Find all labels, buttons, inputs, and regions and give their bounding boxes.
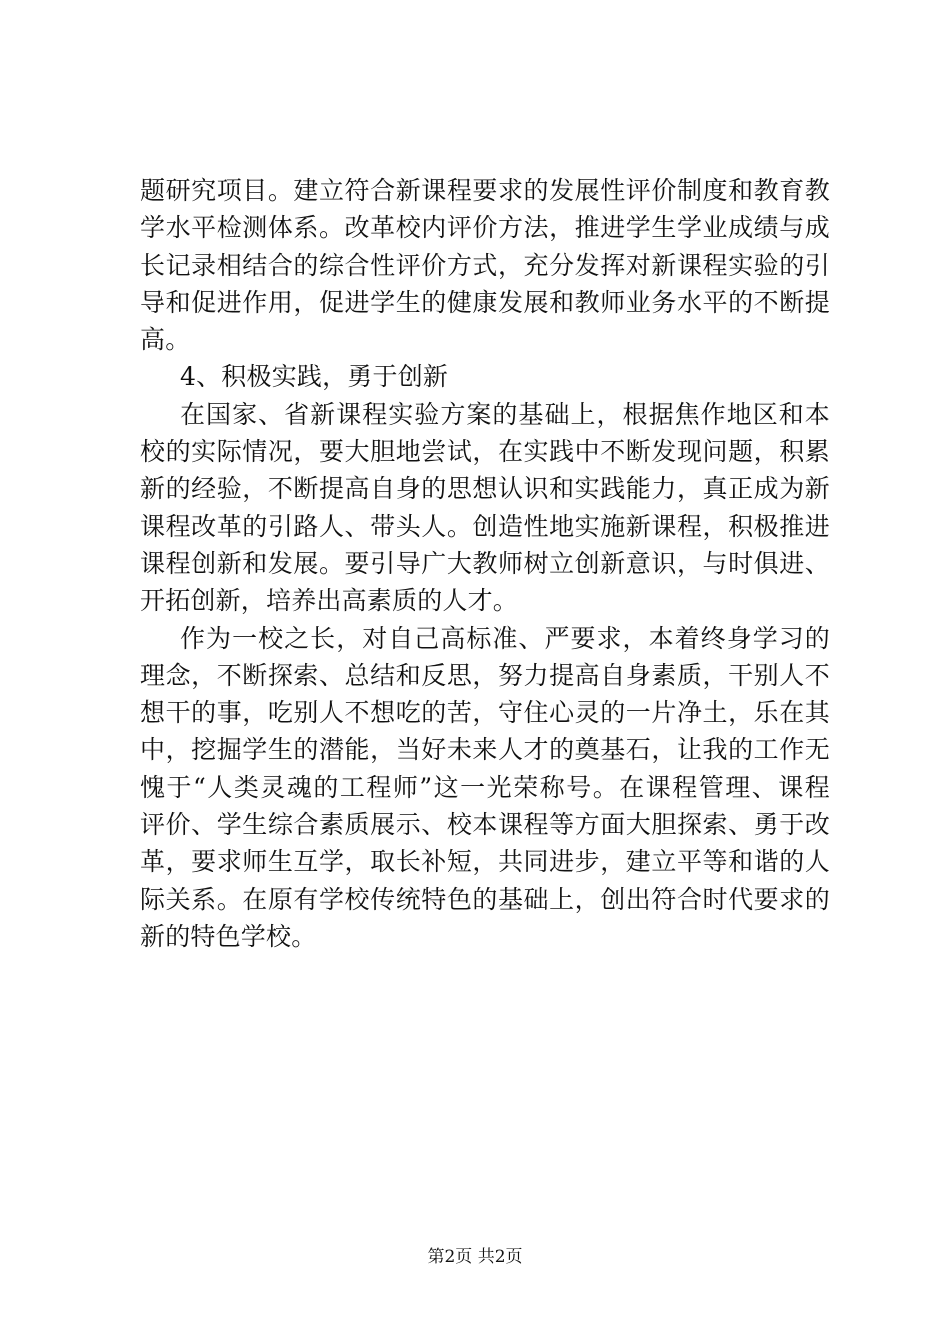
- text-line: 作为一校之长，对自己高标准、严要求，本着终身学习的: [180, 623, 830, 653]
- text-line: 理念，不断探索、总结和反思，努力提高自身素质，干别人不: [140, 660, 830, 690]
- text-line: 际关系。在原有学校传统特色的基础上，创出符合时代要求的: [140, 884, 830, 914]
- text-line: 愧于“人类灵魂的工程师”这一光荣称号。在课程管理、课程: [140, 772, 830, 802]
- text-line: 想干的事，吃别人不想吃的苦，守住心灵的一片净土，乐在其: [140, 698, 830, 728]
- text-line: 评价、学生综合素质展示、校本课程等方面大胆探索、勇于改: [140, 810, 830, 840]
- text-line: 课程创新和发展。要引导广大教师树立创新意识，与时俱进、: [140, 548, 830, 578]
- text-line: 中，挖掘学生的潜能，当好未来人才的奠基石，让我的工作无: [140, 735, 830, 765]
- text-line: 革，要求师生互学，取长补短，共同进步，建立平等和谐的人: [140, 847, 830, 877]
- text-line: 课程改革的引路人、带头人。创造性地实施新课程，积极推进: [140, 511, 830, 541]
- text-line: 开拓创新，培养出高素质的人才。: [140, 586, 519, 616]
- page-footer: 第2页 共2页: [427, 1247, 523, 1267]
- text-line: 导和促进作用，促进学生的健康发展和教师业务水平的不断提: [140, 287, 830, 317]
- text-line: 题研究项目。建立符合新课程要求的发展性评价制度和教育教: [140, 176, 830, 205]
- text-line: 新的经验，不断提高自身的思想认识和实践能力，真正成为新: [140, 474, 830, 504]
- section-heading: 4、积极实践，勇于创新: [180, 362, 449, 392]
- document-body: [140, 172, 830, 955]
- text-line: 长记录相结合的综合性评价方式，充分发挥对新课程实验的引: [140, 250, 830, 280]
- text-line: 学水平检测体系。改革校内评价方法，推进学生学业成绩与成: [140, 213, 830, 243]
- text-line: 校的实际情况，要大胆地尝试，在实践中不断发现问题，积累: [140, 437, 830, 467]
- text-line: 高。: [140, 325, 191, 355]
- text-line: 新的特色学校。: [140, 921, 317, 951]
- text-line: 在国家、省新课程实验方案的基础上，根据焦作地区和本: [180, 399, 830, 429]
